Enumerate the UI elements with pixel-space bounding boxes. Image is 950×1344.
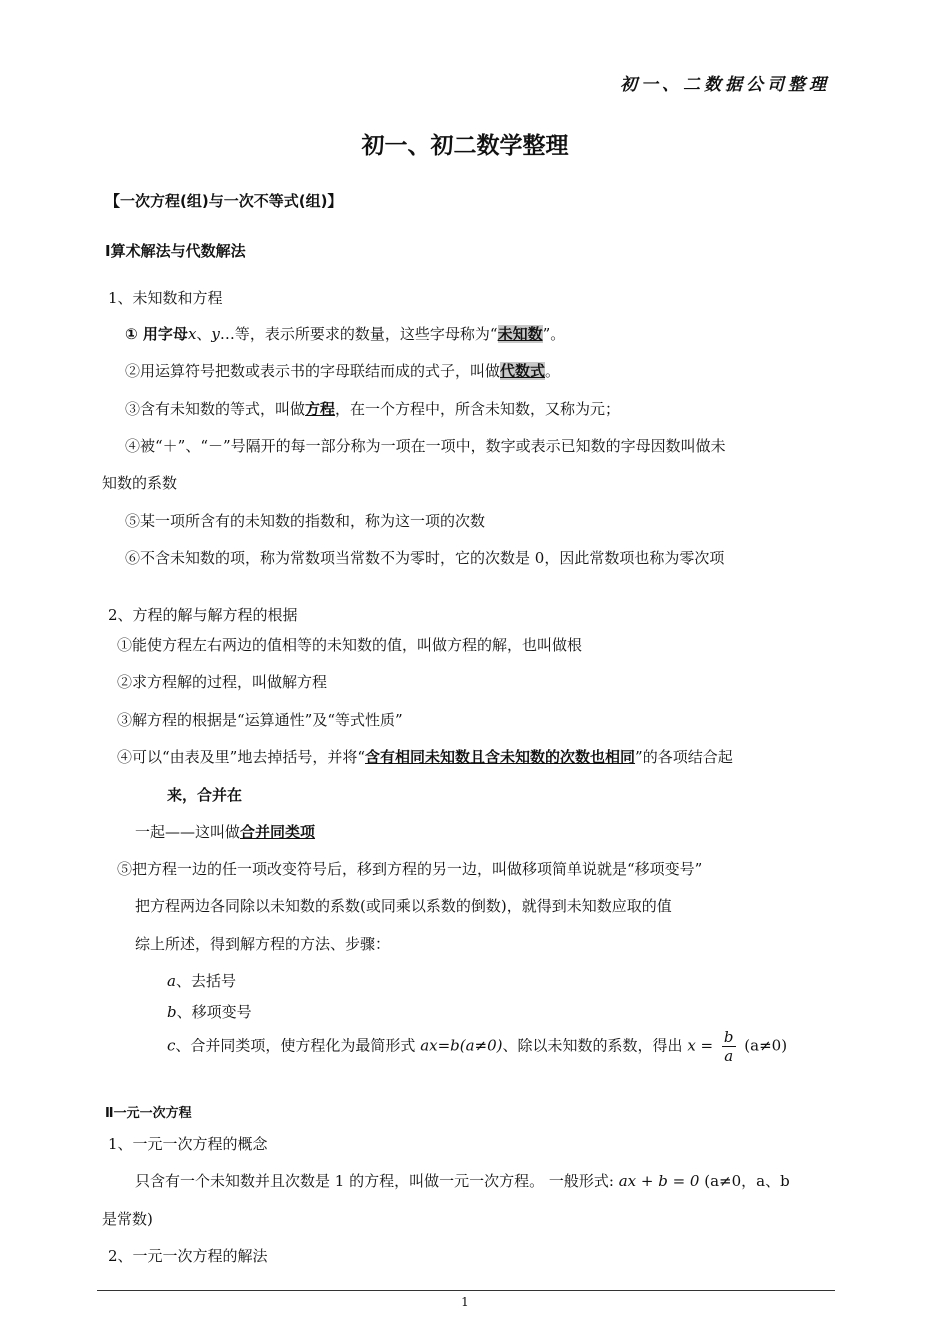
p2-sub1-heading: 1、一元一次方程的概念	[108, 1135, 268, 1153]
footer-divider	[97, 1290, 835, 1291]
p2-definition: 只含有一个未知数并且次数是 1 的方程，叫做一元一次方程。 一般形式: ax + b = 0 (a≠0，a、b	[135, 1172, 790, 1190]
rule-item-3: ③解方程的根据是“运算通性”及“等式性质”	[117, 711, 403, 729]
def-item-1: ① 用字母x、y…等，表示所要求的数量，这些字母称为“未知数”。	[125, 325, 566, 343]
def-item-6: ⑥不含未知数的项，称为常数项当常数不为零时，它的次数是 0，因此常数项也称为零次项	[125, 549, 725, 567]
step-b: b、移项变号	[167, 1003, 252, 1021]
rule-item-1: ①能使方程左右两边的值相等的未知数的值，叫做方程的解，也叫做根	[117, 636, 583, 654]
rule-summary: 综上所述，得到解方程的方法、步骤：	[135, 935, 391, 953]
rule-item-2: ②求方程解的过程，叫做解方程	[117, 673, 328, 691]
def-item-3: ③含有未知数的等式，叫做方程，在一个方程中，所含未知数，又称为元；	[125, 400, 621, 418]
def-item-4-cont: 知数的系数	[102, 474, 178, 492]
def-item-4: ④被“＋”、“－”号隔开的每一部分称为一项在一项中，数字或表示已知数的字母因数叫做未	[125, 437, 726, 455]
rule-item-4-cont2: 一起——这叫做合并同类项	[135, 823, 316, 841]
def-item-2: ②用运算符号把数或表示书的字母联结而成的式子，叫做代数式。	[125, 362, 561, 380]
page-title: 初一、初二数学整理	[361, 133, 569, 159]
step-c: c、合并同类项，使方程化为最简形式 ax=b(a≠0)、除以未知数的系数，得出 x = $\frac{b}{a}$ (a≠0)	[167, 1028, 788, 1065]
rule-item-4: ④可以“由表及里”地去掉括号，并将“含有相同未知数且含未知数的次数也相同”的各项结合起	[117, 748, 733, 766]
sub2-heading: 2、方程的解与解方程的根据	[108, 606, 298, 624]
p2-definition-cont: 是常数)	[102, 1210, 153, 1228]
step-a: a、去括号	[167, 972, 236, 990]
part1-heading: Ⅰ算术解法与代数解法	[105, 242, 246, 260]
page-number: 1	[461, 1295, 469, 1309]
part2-heading: Ⅱ一元一次方程	[105, 1106, 192, 1121]
page-header: 初一、二数据公司整理	[620, 75, 830, 95]
def-item-5: ⑤某一项所含有的未知数的指数和，称为这一项的次数	[125, 512, 486, 530]
rule-item-6: 把方程两边各同除以未知数的系数(或同乘以系数的倒数)，就得到未知数应取的值	[135, 897, 672, 915]
rule-item-5: ⑤把方程一边的任一项改变符号后，移到方程的另一边，叫做移项简单说就是“移项变号”	[117, 860, 703, 878]
p2-sub2-heading: 2、一元一次方程的解法	[108, 1247, 268, 1265]
sub1-heading: 1、未知数和方程	[108, 289, 223, 307]
rule-item-4-cont: 来，合并在	[167, 786, 243, 804]
section-heading: 【一次方程(组)与一次不等式(组)】	[105, 192, 343, 210]
fraction-b-over-a: $\frac{b}{a}$	[723, 1028, 734, 1065]
